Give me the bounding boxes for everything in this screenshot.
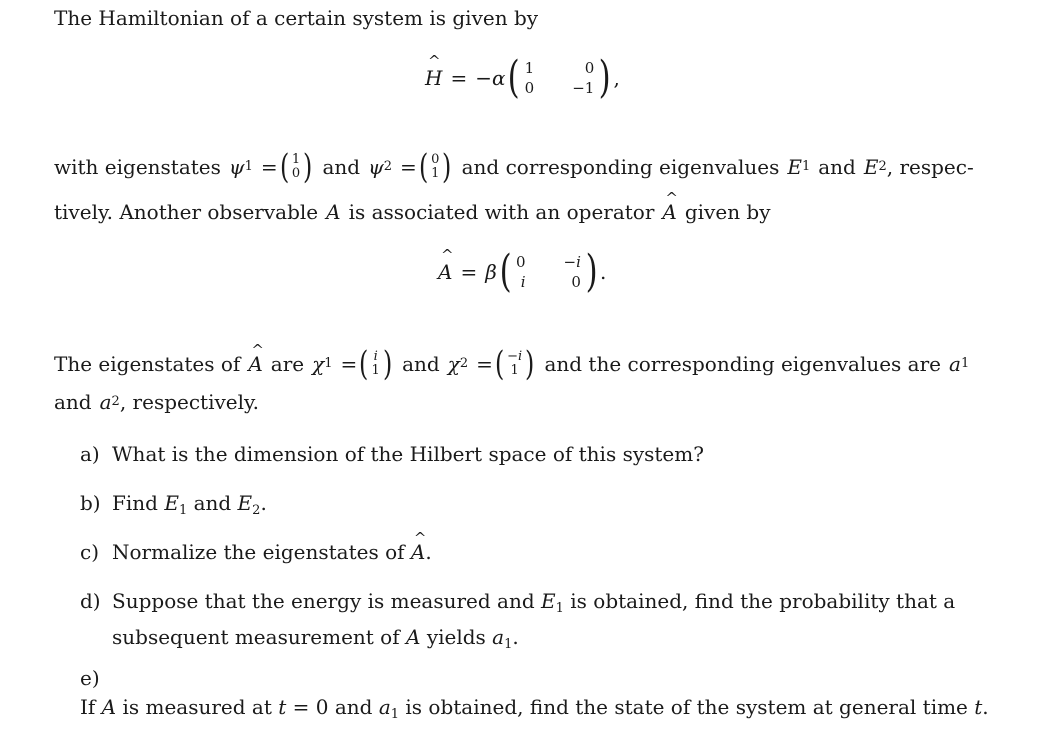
question-a — [80, 440, 1015, 469]
matrix-cell: i — [520, 273, 526, 291]
question-label: a) — [80, 442, 100, 466]
eigenstates-line — [54, 147, 974, 187]
operator-matrix — [516, 253, 581, 291]
question-text: What is the dimension of the Hilbert space of this system? — [112, 442, 704, 466]
energy-symbol: E — [787, 155, 802, 179]
text-fragment: and — [193, 491, 232, 515]
question-text — [80, 693, 989, 729]
text-fragment: and — [402, 352, 440, 376]
text-fragment: is measured at — [122, 695, 272, 719]
text-fragment: is associated with an operator — [348, 200, 655, 224]
observable-symbol: A — [101, 695, 117, 719]
eigenvalue-symbol: a — [492, 625, 505, 649]
question-label: e) — [80, 666, 100, 690]
matrix-cell: 0 — [524, 79, 535, 97]
matrix-cell: 0 — [571, 273, 581, 291]
observable-line — [54, 200, 771, 224]
left-paren: ( — [499, 246, 512, 297]
text-fragment: and — [322, 155, 361, 179]
operator-symbol: A ^ — [662, 200, 676, 224]
vector-entry: i — [373, 349, 378, 364]
vector-entry: 0 — [291, 166, 301, 181]
chi-symbol: χ — [447, 352, 460, 376]
question-text — [112, 587, 955, 623]
question-text — [112, 538, 432, 567]
equals-sign: = — [476, 352, 493, 376]
text-fragment: , respec- — [886, 155, 974, 179]
matrix-cell: 1 — [524, 59, 535, 77]
time-symbol: t — [278, 695, 287, 719]
question-label: b) — [80, 491, 101, 515]
eigenvalue-symbol: a — [378, 695, 391, 719]
hamiltonian-symbol: H ^ — [425, 66, 442, 90]
subscript: 1 — [555, 601, 564, 616]
text-fragment: Normalize the eigenstates of — [112, 540, 405, 564]
text-fragment: and corresponding eigenvalues — [461, 155, 780, 179]
text-fragment: given by — [684, 200, 771, 224]
hamiltonian-equation — [425, 52, 620, 103]
left-paren: ( — [508, 52, 521, 103]
hamiltonian-matrix — [525, 59, 595, 97]
subscript: 1 — [178, 503, 188, 518]
right-paren: ) — [303, 147, 313, 187]
vector-entry: 0 — [431, 152, 440, 167]
text-fragment: Suppose that the energy is measured and — [112, 589, 535, 613]
subscript: 2 — [111, 394, 120, 409]
subscript: 1 — [244, 159, 253, 174]
energy-symbol: E — [237, 491, 253, 515]
psi-symbol: ψ — [228, 155, 245, 179]
question-e — [80, 664, 1015, 729]
observable-symbol: A — [406, 625, 421, 649]
subscript: 2 — [252, 503, 261, 518]
text-fragment: subsequent measurement of — [112, 625, 400, 649]
intro-sentence: The Hamiltonian of a certain system is given by — [54, 6, 539, 30]
operator-symbol: A ^ — [438, 260, 452, 284]
subscript: 1 — [390, 707, 400, 722]
text-fragment: with eigenstates — [54, 155, 221, 179]
operator-symbol: A ^ — [248, 352, 262, 376]
matrix-cell: −i — [563, 253, 581, 271]
right-paren: ) — [525, 344, 535, 384]
subscript: 2 — [878, 159, 887, 174]
text-fragment: is obtained, find the state of the system at general time — [405, 695, 968, 719]
text-fragment: and — [818, 155, 856, 179]
time-symbol: t — [974, 695, 983, 719]
intro-text — [54, 6, 538, 30]
text-fragment: If — [80, 695, 96, 719]
energy-symbol: E — [863, 155, 879, 179]
subscript: 1 — [504, 637, 513, 652]
text-fragment: . — [982, 695, 989, 719]
respectively-line — [54, 390, 259, 414]
chi-symbol: χ — [312, 352, 325, 376]
energy-symbol: E — [164, 491, 179, 515]
equals-sign: = — [260, 155, 278, 179]
left-paren: ( — [359, 344, 369, 384]
column-vector — [507, 350, 522, 378]
eigenvalue-symbol: a — [949, 352, 961, 376]
equals-sign: = — [400, 155, 417, 179]
right-paren: ) — [382, 344, 393, 384]
text-fragment: = 0 and — [292, 695, 373, 719]
question-d — [80, 587, 1015, 659]
text-fragment: are — [270, 352, 305, 376]
subscript: 1 — [801, 159, 811, 174]
text-fragment: Find — [112, 491, 158, 515]
left-paren: ( — [494, 344, 505, 384]
vector-entry: 1 — [431, 166, 440, 181]
operator-symbol: A ^ — [411, 538, 425, 567]
text-fragment: , respectively. — [119, 390, 260, 414]
text-fragment: . — [425, 540, 432, 564]
energy-symbol: E — [541, 589, 556, 613]
psi-symbol: ψ — [368, 155, 384, 179]
column-vector — [292, 153, 300, 181]
question-continuation — [80, 623, 1015, 659]
subscript: 1 — [324, 356, 333, 371]
vector-entry: 1 — [371, 363, 380, 378]
text-fragment: yields — [426, 625, 486, 649]
question-b — [80, 489, 1015, 525]
right-paren: ) — [598, 52, 611, 103]
text-fragment: The eigenstates of — [54, 352, 241, 376]
right-paren: ) — [585, 246, 598, 297]
operator-a-equation — [438, 246, 607, 297]
subscript: 2 — [459, 356, 469, 371]
question-text — [112, 489, 267, 525]
beta-coefficient: β — [485, 260, 497, 284]
column-vector — [372, 350, 380, 378]
matrix-cell: −1 — [572, 79, 595, 97]
trailing-comma: , — [613, 66, 620, 90]
vector-entry: 1 — [510, 363, 519, 378]
trailing-period: . — [600, 260, 607, 284]
text-fragment: and — [54, 390, 92, 414]
left-paren: ( — [279, 147, 289, 187]
matrix-cell: 0 — [584, 59, 595, 77]
vector-entry: 1 — [291, 152, 301, 167]
question-c — [80, 538, 1015, 567]
alpha-coefficient: −α — [475, 66, 506, 90]
column-vector — [431, 153, 439, 181]
text-fragment: . — [512, 625, 519, 649]
text-fragment: . — [260, 491, 267, 515]
matrix-cell: 0 — [515, 253, 526, 271]
observable-symbol: A — [326, 200, 341, 224]
text-fragment: tively. Another observable — [54, 200, 319, 224]
question-label: d) — [80, 589, 101, 613]
text-fragment: and the corresponding eigenvalues are — [544, 352, 942, 376]
text-fragment: is obtained, find the probability that a — [570, 589, 956, 613]
equals-sign: = — [450, 66, 468, 90]
subscript: 1 — [960, 356, 970, 371]
subscript: 2 — [383, 159, 393, 174]
equals-sign: = — [340, 352, 358, 376]
question-label: c) — [80, 540, 100, 564]
eigenvalue-symbol: a — [99, 390, 112, 414]
vector-entry: −i — [507, 349, 523, 364]
right-paren: ) — [442, 147, 452, 187]
a-eigenstates-line — [54, 344, 970, 384]
left-paren: ( — [418, 147, 429, 187]
equals-sign: = — [460, 260, 478, 284]
